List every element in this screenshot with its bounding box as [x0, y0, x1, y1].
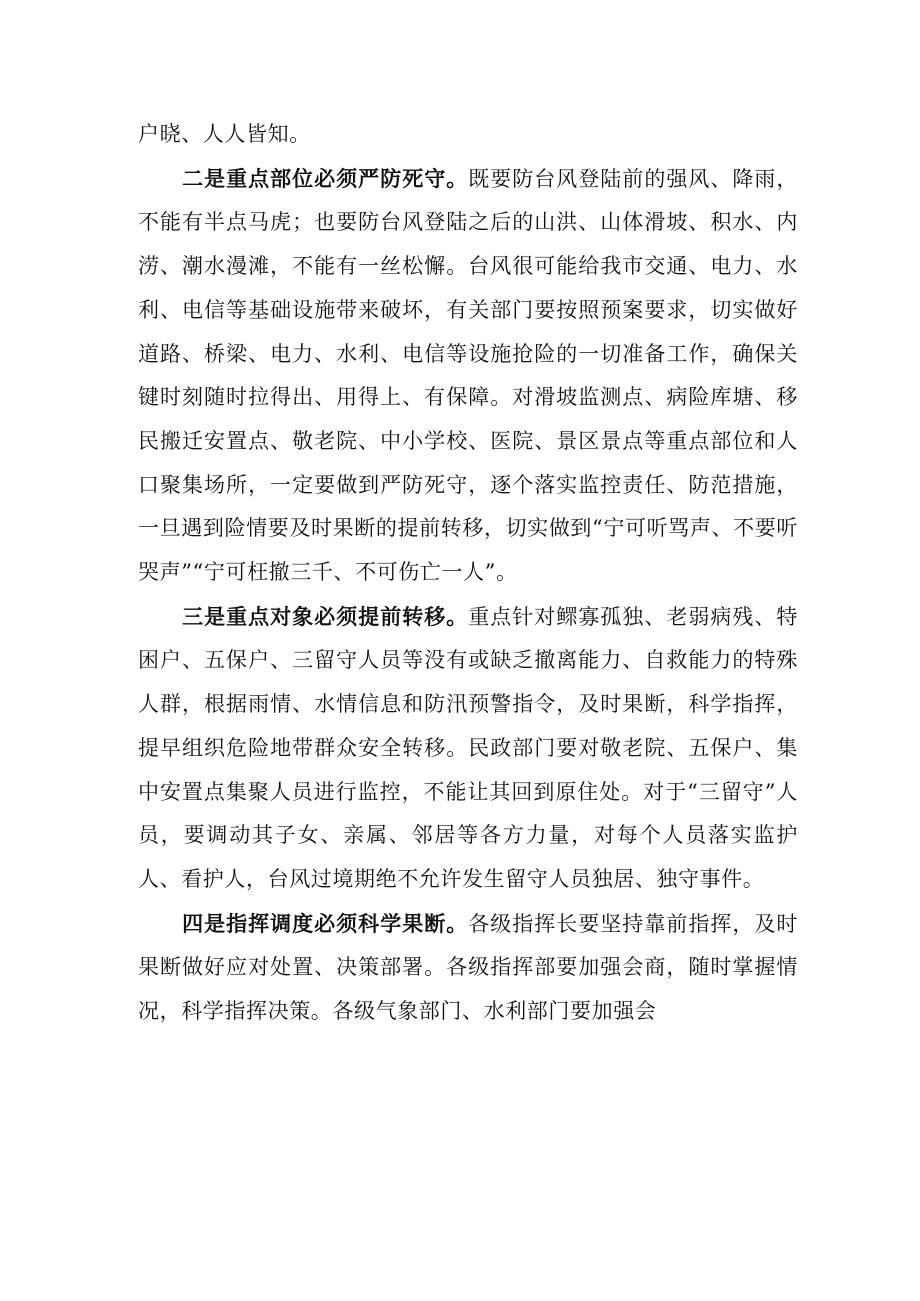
paragraph-1 — [138, 112, 798, 157]
document-body — [138, 112, 798, 1034]
paragraph-3 — [138, 595, 798, 902]
paragraph-2-text: 既要防台风登陆前的强风、降雨，不能有半点马虎；也要防台风登陆之后的山洪、山体滑坡、积水、内涝、潮水漫滩，不能有一丝松懈。台风很可能给我市交通、电力、水利、电信等基础设施带来破坏，有关部门要按照预案要求，切实做好道路、桥梁、电力、水利、电信等设施抢险的一切准备工作，确保关键时刻随时拉得出、用得上、有保障。对滑坡监测点、病险库塘、移民搬迁安置点、敬老院、中小学校、医院、景区景点等重点部位和人口聚集场所，一定要做到严防死守，逐个落实监控责任、防范措施，一旦遇到险情要及时果断的提前转移，切实做到“宁可听骂声、不要听哭声”“宁可枉撤三千、不可伤亡一人”。 — [138, 166, 798, 585]
paragraph-4 — [138, 902, 798, 1034]
paragraph-1-text: 户晓、人人皆知。 — [138, 122, 311, 146]
paragraph-4-text: 各级指挥长要坚持靠前指挥，及时果断做好应对处置、决策部署。各级指挥部要加强会商，随时掌握情况，科学指挥决策。各级气象部门、水利部门要加强会 — [138, 911, 798, 1024]
paragraph-2-lead: 二是重点部位必须严防死守。 — [182, 165, 469, 191]
paragraph-4-lead: 四是指挥调度必须科学果断。 — [182, 910, 469, 936]
paragraph-3-text: 重点针对鳏寡孤独、老弱病残、特困户、五保户、三留守人员等没有或缺乏撤离能力、自救能力的特殊人群，根据雨情、水情信息和防汛预警指令，及时果断，科学指挥，提早组织危险地带群众安全转移。民政部门要对敬老院、五保户、集中安置点集聚人员进行监控，不能让其回到原住处。对于“三留守”人员，要调动其子女、亲属、邻居等各方力量，对每个人员落实监护人、看护人，台风过境期绝不允许发生留守人员独居、独守事件。 — [138, 604, 798, 891]
paragraph-2 — [138, 157, 798, 595]
paragraph-3-lead: 三是重点对象必须提前转移。 — [182, 603, 469, 629]
